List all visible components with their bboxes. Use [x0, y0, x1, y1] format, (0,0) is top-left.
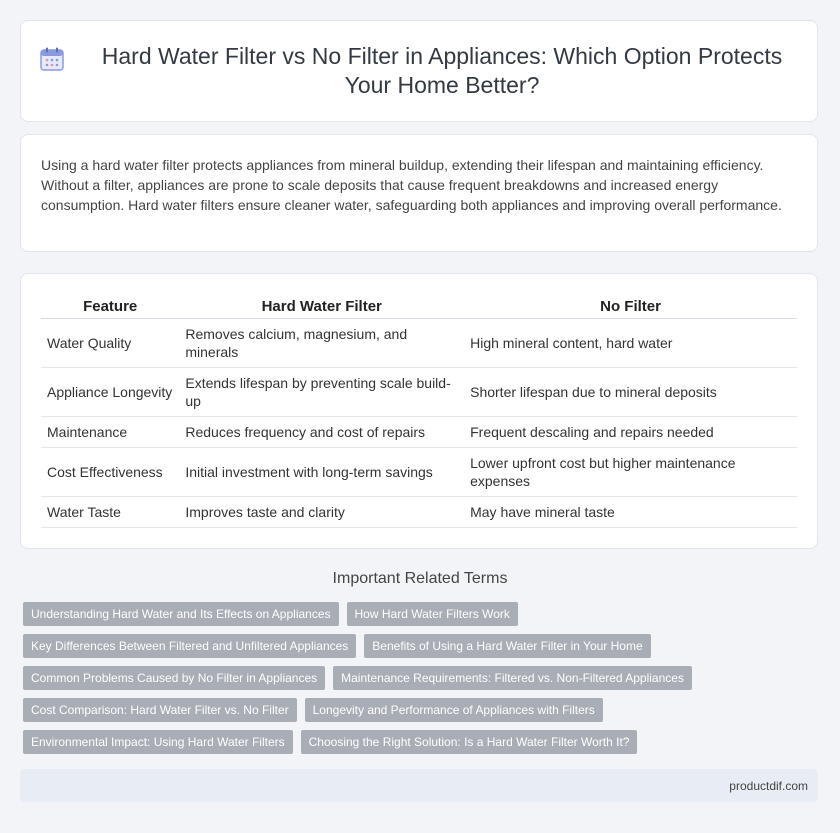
table-cell: May have mineral taste	[464, 497, 797, 528]
header-no-filter: No Filter	[464, 294, 797, 319]
related-term-tag[interactable]: How Hard Water Filters Work	[347, 602, 518, 626]
related-term-tag[interactable]: Maintenance Requirements: Filtered vs. Non-Filtered Appliances	[333, 666, 692, 690]
table-cell: Water Quality	[41, 319, 179, 368]
related-terms-tags	[23, 602, 783, 762]
table-header-row	[41, 294, 797, 319]
tag-row	[23, 634, 783, 658]
table-cell: Removes calcium, magnesium, and minerals	[179, 319, 464, 368]
related-term-tag[interactable]: Common Problems Caused by No Filter in Appliances	[23, 666, 325, 690]
footer	[20, 769, 818, 802]
related-term-tag[interactable]: Environmental Impact: Using Hard Water Filters	[23, 730, 293, 754]
comparison-table	[41, 294, 797, 528]
table-cell: Cost Effectiveness	[41, 448, 179, 497]
calendar-icon	[39, 46, 65, 72]
table-cell: Extends lifespan by preventing scale build-up	[179, 368, 464, 417]
related-term-tag[interactable]: Choosing the Right Solution: Is a Hard Water Filter Worth It?	[301, 730, 638, 754]
related-term-tag[interactable]: Cost Comparison: Hard Water Filter vs. No Filter	[23, 698, 297, 722]
header-hard-water-filter: Hard Water Filter	[179, 294, 464, 319]
intro-card	[20, 134, 818, 252]
table-row	[41, 448, 797, 497]
table-cell: Maintenance	[41, 417, 179, 448]
table-cell: Appliance Longevity	[41, 368, 179, 417]
related-terms-heading: Important Related Terms	[332, 570, 508, 587]
table-cell: High mineral content, hard water	[464, 319, 797, 368]
table-row	[41, 368, 797, 417]
table-row	[41, 319, 797, 368]
intro-paragraph: Using a hard water filter protects appliances from mineral buildup, extending their lifespan and maintaining efficiency. Without a filter, appliances are prone to scale deposits that cause frequent breakdowns and increased energy consumption. Hard water filters ensure cleaner water, safeguarding both appliances and improving overall performance.	[41, 157, 782, 213]
table-cell: Reduces frequency and cost of repairs	[179, 417, 464, 448]
related-term-tag[interactable]: Key Differences Between Filtered and Unfiltered Appliances	[23, 634, 356, 658]
tag-row	[23, 730, 783, 754]
table-row	[41, 417, 797, 448]
related-term-tag[interactable]: Longevity and Performance of Appliances with Filters	[305, 698, 603, 722]
table-row	[41, 497, 797, 528]
table-cell: Lower upfront cost but higher maintenance expenses	[464, 448, 797, 497]
tag-row	[23, 698, 783, 722]
related-term-tag[interactable]: Benefits of Using a Hard Water Filter in Your Home	[364, 634, 650, 658]
header-feature: Feature	[41, 294, 179, 319]
comparison-table-card	[20, 273, 818, 549]
footer-site-name[interactable]: productdif.com	[729, 778, 808, 793]
table-cell: Frequent descaling and repairs needed	[464, 417, 797, 448]
table-cell: Improves taste and clarity	[179, 497, 464, 528]
table-cell: Water Taste	[41, 497, 179, 528]
title-card	[20, 20, 818, 122]
page-title: Hard Water Filter vs No Filter in Appliances: Which Option Protects Your Home Better?	[101, 43, 783, 98]
tag-row	[23, 666, 783, 690]
table-cell: Initial investment with long-term savings	[179, 448, 464, 497]
related-term-tag[interactable]: Understanding Hard Water and Its Effects on Appliances	[23, 602, 339, 626]
table-cell: Shorter lifespan due to mineral deposits	[464, 368, 797, 417]
title-wrap	[39, 42, 799, 100]
tag-row	[23, 602, 783, 626]
